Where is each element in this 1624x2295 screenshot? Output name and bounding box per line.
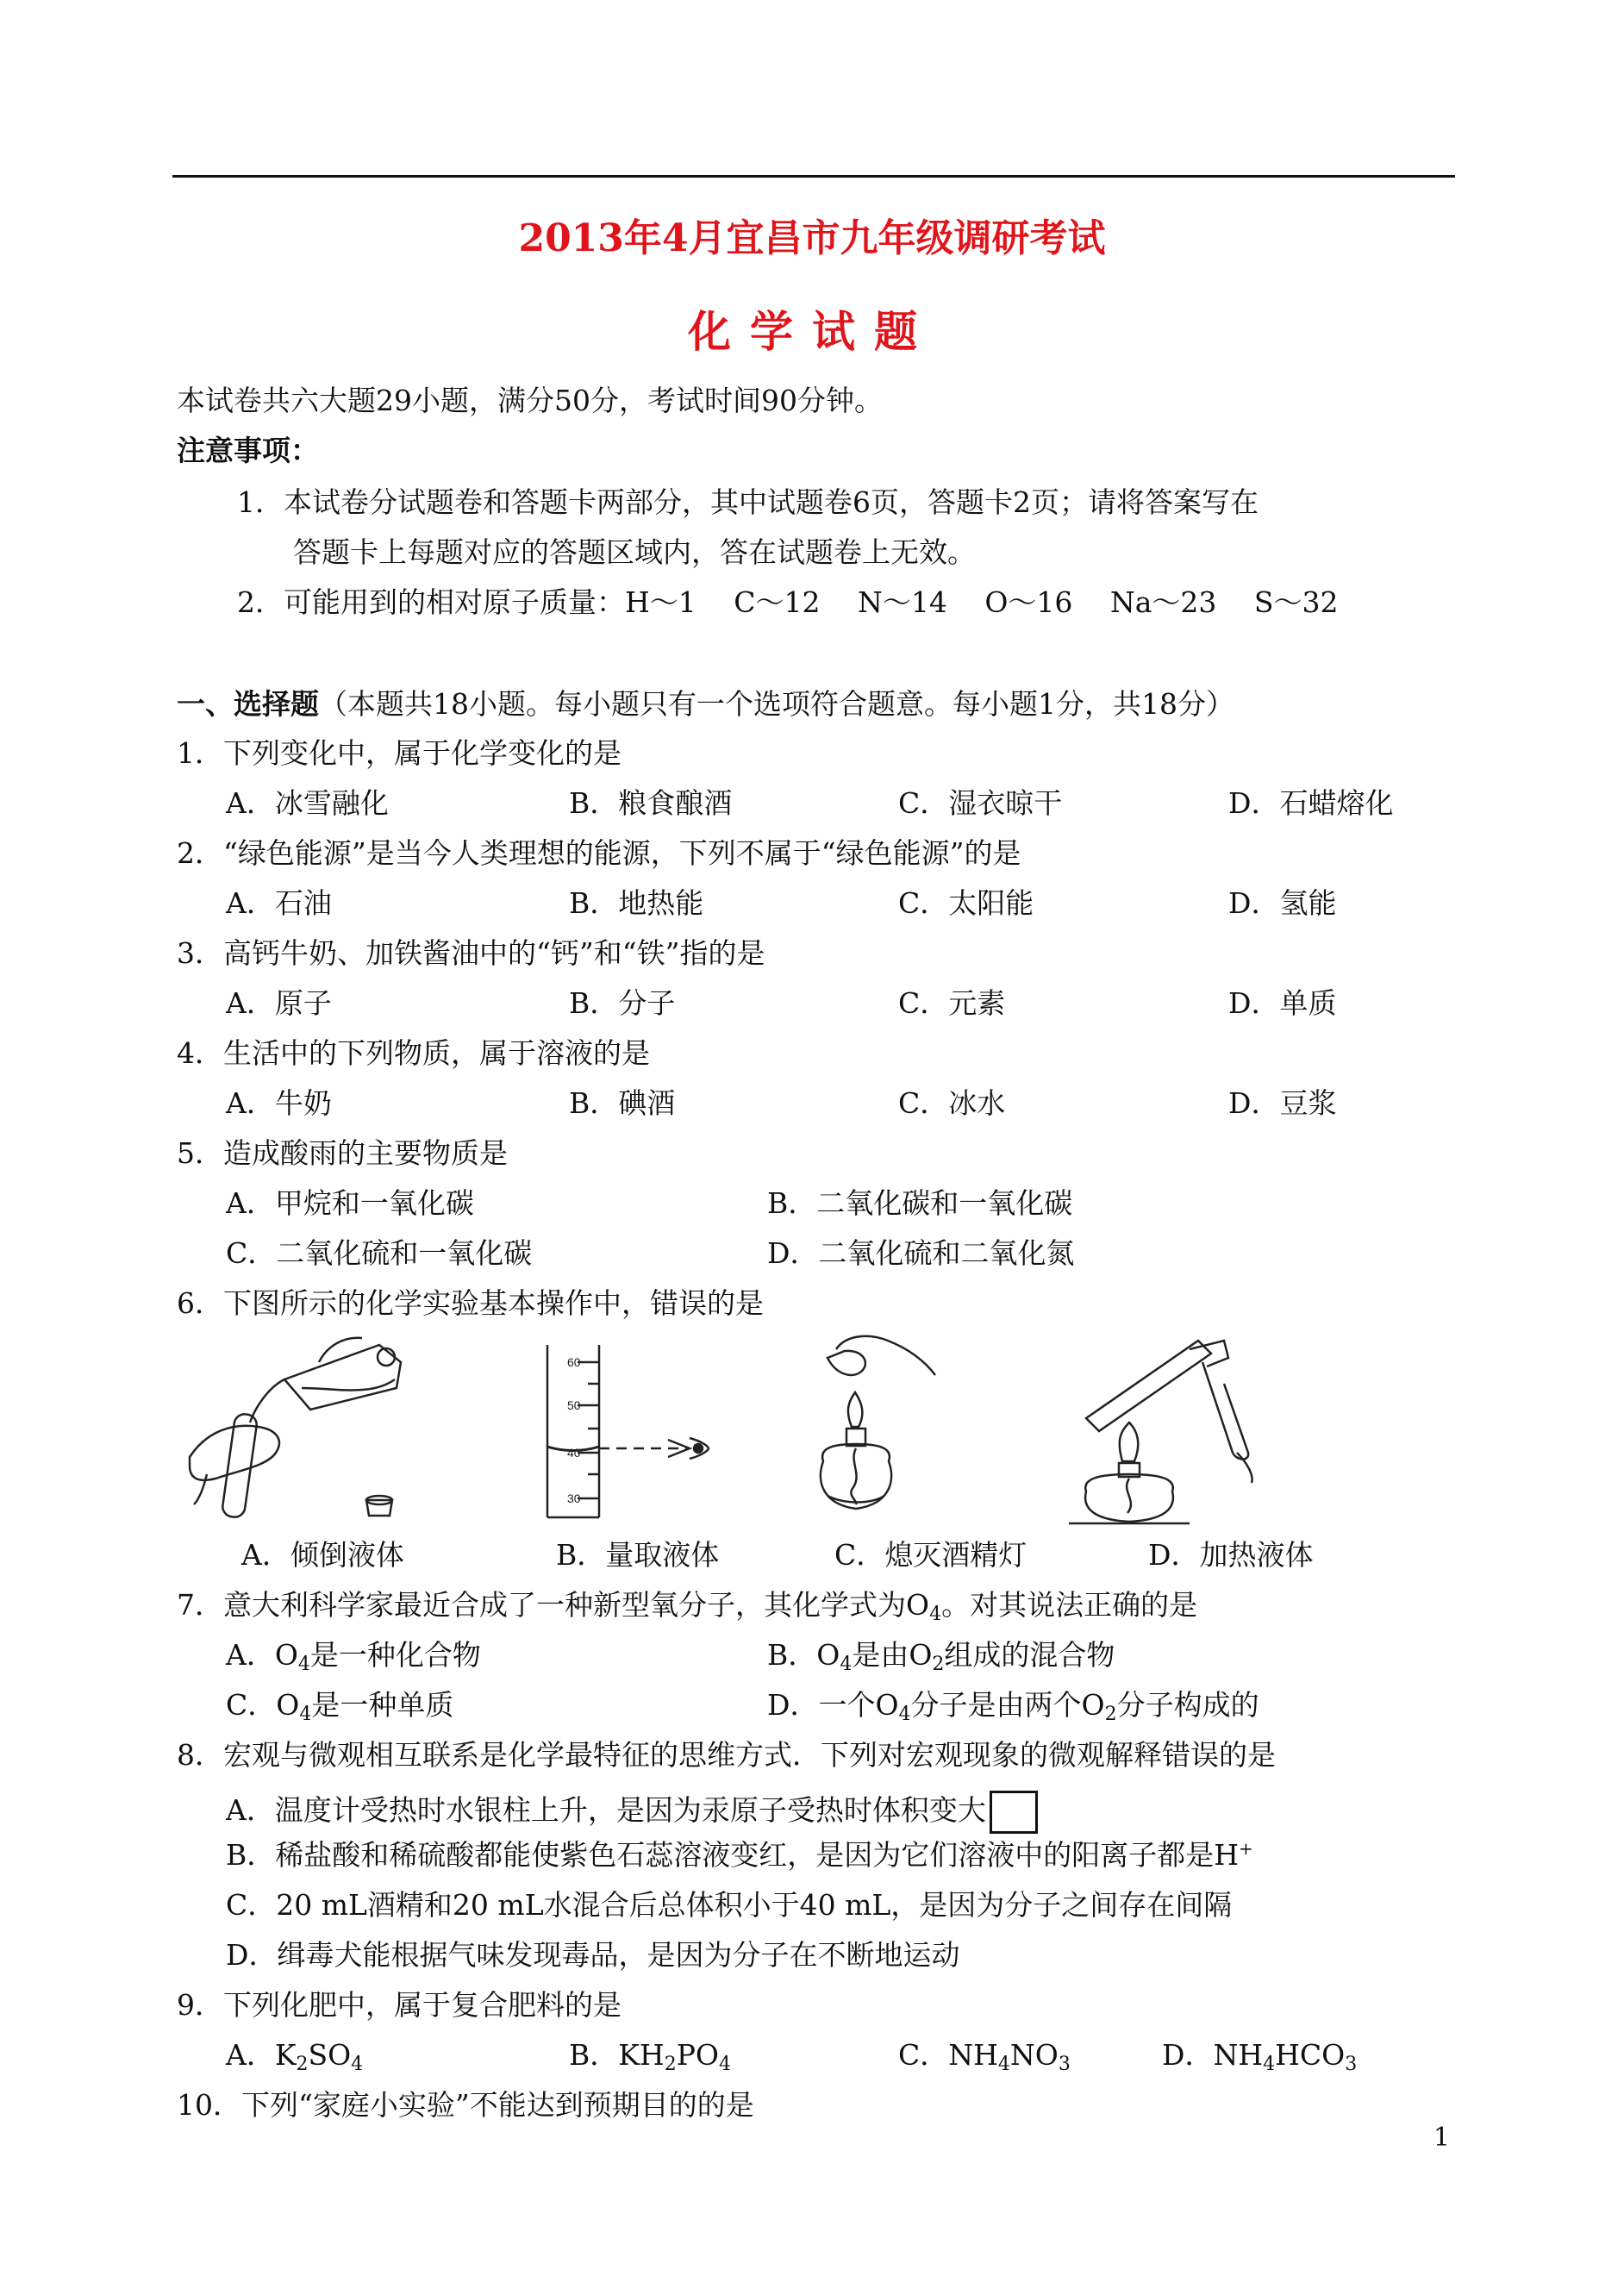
heating-liquid-figure bbox=[1052, 1332, 1276, 1526]
q3-option-b: B．分子 bbox=[569, 986, 676, 1020]
q7-option-a: A．$O_4$是一种化合物 bbox=[226, 1638, 481, 1675]
answer-box bbox=[990, 1791, 1038, 1834]
q4-option-a: A．牛奶 bbox=[226, 1086, 332, 1120]
section-label: 一、选择题 bbox=[177, 687, 319, 721]
q7-option-d: D．一个$O_4$分子是由两个$O_2$分子构成的 bbox=[767, 1688, 1259, 1725]
q2-option-b: B．地热能 bbox=[569, 886, 704, 920]
question-8-stem: 8．宏观与微观相互联系是化学最特征的思维方式．下列对宏观现象的微观解释错误的是 bbox=[177, 1738, 1276, 1772]
q9-option-c: C．$NH_4NO_3$ bbox=[898, 2038, 1071, 2075]
question-9-stem: 9．下列化肥中，属于复合肥料的是 bbox=[177, 1988, 621, 2022]
q9-option-a: A．$K_2SO_4$ bbox=[226, 2038, 364, 2075]
q5-option-c: C．二氧化硫和一氧化碳 bbox=[226, 1236, 533, 1270]
cylinder-tick-30: 30 bbox=[567, 1491, 581, 1505]
q8-option-d: D．缉毒犬能根据气味发现毒品，是因为分子在不断地运动 bbox=[226, 1938, 960, 1972]
q5-option-d: D．二氧化硫和二氧化氮 bbox=[767, 1236, 1075, 1270]
q3-option-a: A．原子 bbox=[226, 986, 332, 1020]
page-number: 1 bbox=[1433, 2123, 1450, 2153]
q1-option-d: D．石蜡熔化 bbox=[1228, 786, 1394, 820]
q1-option-c: C．湿衣晾干 bbox=[898, 786, 1063, 820]
notice-item-1: 1．本试卷分试题卷和答题卡两部分，其中试题卷6页，答题卡2页；请将答案写在 bbox=[237, 485, 1259, 519]
q8-option-b: B．稀盐酸和稀硫酸都能使紫色石蕊溶液变红，是因为它们溶液中的阳离子都是H+ bbox=[226, 1838, 1253, 1872]
q6-option-a: A．倾倒液体 bbox=[241, 1538, 404, 1572]
q5-option-b: B．二氧化碳和一氧化碳 bbox=[767, 1186, 1073, 1220]
notice-heading: 注意事项： bbox=[177, 434, 319, 467]
exam-title: 2013年4月宜昌市九年级调研考试 bbox=[518, 216, 1106, 260]
question-10-stem: 10．下列“家庭小实验”不能达到预期目的的是 bbox=[177, 2088, 754, 2122]
header-rule bbox=[172, 175, 1455, 178]
q7-option-c: C．$O_4$是一种单质 bbox=[226, 1688, 454, 1725]
pouring-liquid-figure bbox=[181, 1328, 414, 1526]
question-4-stem: 4．生活中的下列物质，属于溶液的是 bbox=[177, 1036, 650, 1070]
q3-option-d: D．单质 bbox=[1228, 986, 1337, 1020]
exam-subtitle: 化学试题 bbox=[688, 306, 936, 357]
q9-option-d: D．$NH_4HCO_3$ bbox=[1162, 2038, 1358, 2075]
cylinder-tick-50: 50 bbox=[567, 1398, 581, 1412]
q9-option-b: B．$KH_2PO_4$ bbox=[569, 2038, 731, 2075]
cylinder-tick-40: 40 bbox=[567, 1446, 581, 1460]
notice-item-1-cont: 答题卡上每题对应的答题区域内，答在试题卷上无效。 bbox=[293, 535, 976, 569]
q2-option-d: D．氢能 bbox=[1228, 886, 1337, 920]
question-7-stem: 7．意大利科学家最近合成了一种新型氧分子，其化学式为$O_4$。对其说法正确的是 bbox=[177, 1588, 1198, 1625]
notice-item-2: 2．可能用到的相对原子质量：H～1 C～12 N～14 O～16 Na～23 S～32 bbox=[237, 585, 1339, 619]
extinguishing-lamp-figure bbox=[793, 1332, 948, 1526]
q5-option-a: A．甲烷和一氧化碳 bbox=[226, 1186, 474, 1220]
q2-option-c: C．太阳能 bbox=[898, 886, 1034, 920]
intro-text: 本试卷共六大题29小题，满分50分，考试时间90分钟。 bbox=[177, 384, 883, 417]
q8-option-a: A．温度计受热时水银柱上升，是因为汞原子受热时体积变大 bbox=[226, 1791, 1038, 1834]
q1-option-a: A．冰雪融化 bbox=[226, 786, 389, 820]
q6-option-c: C．熄灭酒精灯 bbox=[834, 1538, 1027, 1572]
q4-option-b: B．碘酒 bbox=[569, 1086, 676, 1120]
cylinder-tick-60: 60 bbox=[567, 1355, 581, 1369]
question-5-stem: 5．造成酸雨的主要物质是 bbox=[177, 1136, 508, 1170]
question-1-stem: 1．下列变化中，属于化学变化的是 bbox=[177, 736, 621, 770]
question-3-stem: 3．高钙牛奶、加铁酱油中的“钙”和“铁”指的是 bbox=[177, 936, 765, 970]
graduated-cylinder-figure bbox=[517, 1345, 724, 1526]
q4-option-d: D．豆浆 bbox=[1228, 1086, 1337, 1120]
q3-option-c: C．元素 bbox=[898, 986, 1006, 1020]
q7-option-b: B．$O_4$是由$O_2$组成的混合物 bbox=[767, 1638, 1115, 1675]
q1-option-b: B．粮食酿酒 bbox=[569, 786, 733, 820]
question-2-stem: 2．“绿色能源”是当今人类理想的能源，下列不属于“绿色能源”的是 bbox=[177, 836, 1021, 870]
q2-option-a: A．石油 bbox=[226, 886, 332, 920]
q8-option-c: C．20 mL酒精和20 mL水混合后总体积小于40 mL，是因为分子之间存在间隔 bbox=[226, 1888, 1233, 1922]
q6-option-b: B．量取液体 bbox=[556, 1538, 720, 1572]
section-heading bbox=[177, 687, 1234, 721]
section-desc: （本题共18小题。每小题只有一个选项符合题意。每小题1分，共18分） bbox=[319, 687, 1234, 721]
q6-option-d: D．加热液体 bbox=[1148, 1538, 1314, 1572]
q4-option-c: C．冰水 bbox=[898, 1086, 1006, 1120]
question-6-stem: 6．下图所示的化学实验基本操作中，错误的是 bbox=[177, 1286, 764, 1320]
